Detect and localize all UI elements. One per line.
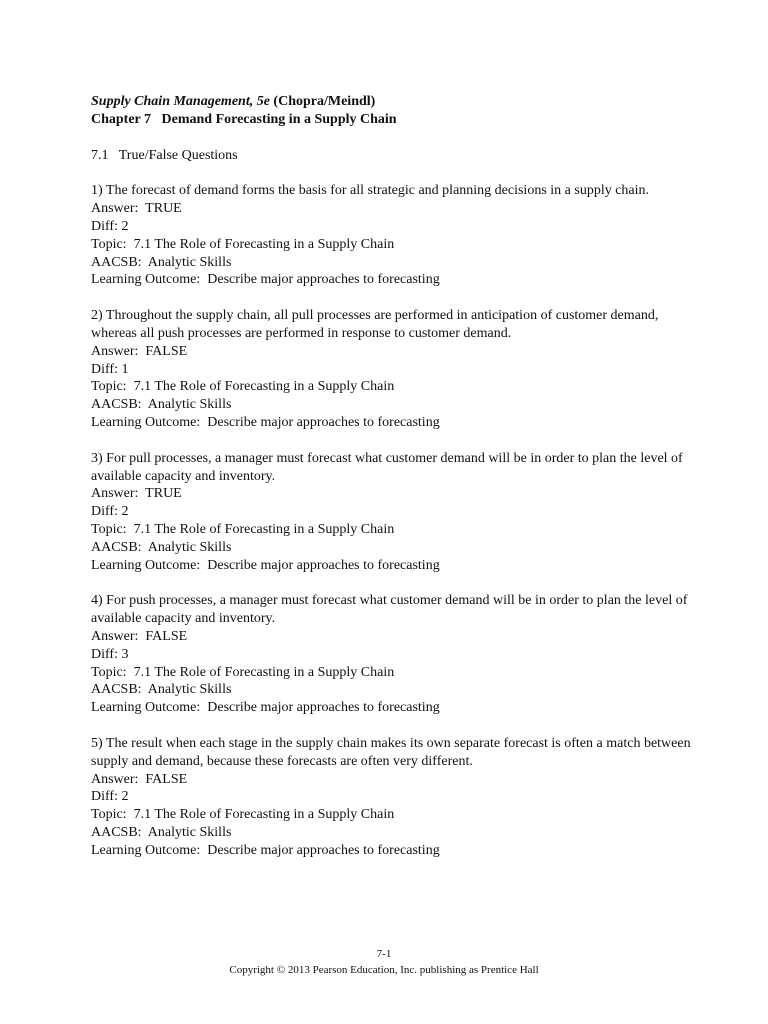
topic-line: Topic: 7.1 The Role of Forecasting in a Supply Chain [91, 236, 395, 252]
difficulty-line: Diff: 2 [91, 789, 129, 805]
learning-outcome-line: Learning Outcome: Describe major approaches to forecasting [91, 700, 440, 716]
question-item [91, 450, 691, 575]
difficulty-line: Diff: 2 [91, 504, 129, 520]
question-text: 5) The result when each stage in the supply chain makes its own separate forecast is often a match between supply and demand, because these forecasts are often very different. [91, 735, 691, 769]
topic-line: Topic: 7.1 The Role of Forecasting in a Supply Chain [91, 379, 395, 395]
question-list [91, 182, 691, 859]
book-header [91, 93, 691, 111]
aacsb-line: AACSB: Analytic Skills [91, 539, 232, 555]
section-title: 7.1 True/False Questions [91, 147, 238, 163]
aacsb-line: AACSB: Analytic Skills [91, 824, 232, 840]
question-item [91, 307, 691, 432]
answer-line: Answer: TRUE [91, 201, 182, 217]
page-footer [0, 946, 768, 978]
question-text: 2) Throughout the supply chain, all pull processes are performed in anticipation of customer demand, whereas all push processes are performed in response to customer demand. [91, 308, 659, 341]
aacsb-line: AACSB: Analytic Skills [91, 682, 232, 698]
topic-line: Topic: 7.1 The Role of Forecasting in a Supply Chain [91, 664, 395, 680]
book-title: Supply Chain Management, 5e [91, 94, 270, 109]
question-text: 4) For push processes, a manager must forecast what customer demand will be in order to plan the level of available capacity and inventory. [91, 593, 688, 627]
answer-line: Answer: FALSE [91, 771, 188, 787]
question-item [91, 735, 691, 860]
difficulty-line: Diff: 1 [91, 361, 129, 377]
chapter-title: Chapter 7 Demand Forecasting in a Supply Chain [91, 111, 397, 127]
question-item [91, 592, 691, 717]
question-text: 1) The forecast of demand forms the basis for all strategic and planning decisions in a supply chain. [91, 183, 650, 199]
aacsb-line: AACSB: Analytic Skills [91, 397, 232, 413]
learning-outcome-line: Learning Outcome: Describe major approaches to forecasting [91, 272, 440, 288]
answer-line: Answer: TRUE [91, 486, 182, 502]
page-content [91, 93, 691, 859]
learning-outcome-line: Learning Outcome: Describe major approaches to forecasting [91, 842, 440, 858]
page-number: 7-1 [376, 948, 392, 960]
topic-line: Topic: 7.1 The Role of Forecasting in a Supply Chain [91, 807, 395, 823]
question-text: 3) For pull processes, a manager must forecast what customer demand will be in order to plan the level of available capacity and inventory. [91, 450, 683, 484]
question-item [91, 182, 691, 289]
learning-outcome-line: Learning Outcome: Describe major approaches to forecasting [91, 414, 440, 430]
difficulty-line: Diff: 2 [91, 218, 129, 234]
copyright-notice: Copyright © 2013 Pearson Education, Inc. publishing as Prentice Hall [229, 964, 539, 976]
book-authors: (Chopra/Meindl) [269, 94, 376, 109]
learning-outcome-line: Learning Outcome: Describe major approaches to forecasting [91, 557, 440, 573]
answer-line: Answer: FALSE [91, 628, 188, 644]
difficulty-line: Diff: 3 [91, 646, 129, 662]
answer-line: Answer: FALSE [91, 343, 188, 359]
topic-line: Topic: 7.1 The Role of Forecasting in a Supply Chain [91, 521, 395, 537]
aacsb-line: AACSB: Analytic Skills [91, 254, 232, 270]
